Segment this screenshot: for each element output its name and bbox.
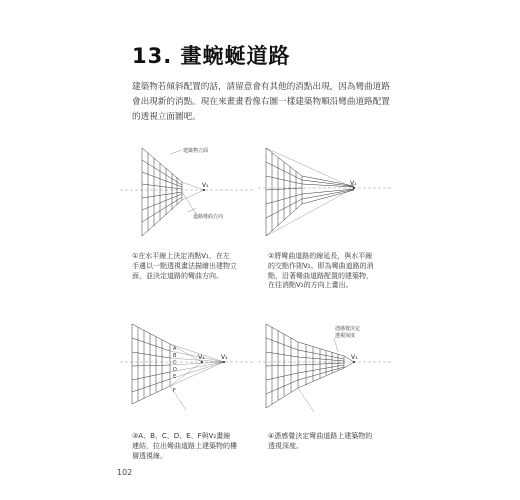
intro-paragraph: [132, 80, 427, 125]
point-f-label: F: [173, 388, 176, 394]
page-number: 102: [117, 468, 133, 477]
caption-line: ④憑感覺決定彎曲道路上建築物的: [268, 432, 373, 440]
depth-label-line1: 憑感覺決定: [335, 326, 361, 332]
figure-2-caption: [268, 252, 386, 291]
caption-line: 在往消點V₂的方向上畫出。: [268, 281, 353, 290]
building-elevation-label: 建築物立面: [183, 148, 209, 154]
intro-line: 建築物若傾斜配置的話，請留意會有其他的消點出現，因為彎曲道路: [132, 82, 390, 92]
figure-1-drawing: [120, 142, 255, 242]
figure-2: [258, 142, 393, 242]
figure-4: [258, 322, 393, 422]
point-c-label: C: [173, 360, 177, 366]
figure-2-drawing: [258, 142, 393, 242]
caption-line: 層透視線。: [132, 451, 167, 460]
caption-line: ②將彎曲道路的線延長，與水平線: [268, 252, 373, 260]
figure-3: [120, 322, 255, 422]
figure-3-caption: [132, 432, 250, 461]
caption-line: ③A、B、C、D、E、F與V₂畫線: [132, 432, 231, 440]
vanishing-point-v2-label: V₂: [350, 180, 357, 187]
point-b-label: B: [173, 353, 177, 359]
page-title: 13. 畫蜿蜒道路: [132, 44, 291, 68]
figure-1: [120, 142, 255, 242]
vanishing-point-v1-label: V₁: [351, 354, 358, 361]
figure-4-caption: [268, 432, 386, 452]
intro-line: 會出現新的消點。現在來畫畫看像右圖一樣建築物順沿彎曲道路配置: [132, 97, 390, 107]
vanishing-point-v2-label: V₂: [221, 354, 228, 361]
vanishing-point-v1-label: V₁: [198, 354, 205, 361]
vanishing-point-v1-label: V₁: [202, 182, 209, 189]
intro-line: 的透視立面圖吧。: [132, 112, 201, 122]
caption-line: ①在水平線上決定消點V₁，在左: [132, 252, 230, 260]
figure-3-drawing: [120, 322, 255, 422]
point-a-label: A: [173, 346, 177, 352]
caption-line: 透視深度。: [268, 441, 303, 450]
depth-label-line2: 透視深度: [335, 333, 356, 339]
caption-line: 面，並決定道路的彎曲方向。: [132, 271, 223, 280]
point-d-label: D: [173, 367, 177, 373]
caption-line: 連結，拉出彎曲道路上建築物的樓: [132, 441, 237, 450]
road-direction-label: 道路彎曲方向: [193, 214, 224, 220]
point-e-label: E: [173, 374, 177, 380]
caption-line: 的交點作則V₂。即為彎曲道路的消: [268, 261, 374, 270]
caption-line: 點，沿著彎曲道路配置的建築物，: [268, 271, 373, 280]
figure-1-caption: [132, 252, 250, 281]
figure-4-drawing: [258, 322, 393, 422]
caption-line: 手邊以一點透視畫法描繪出建物立: [132, 261, 237, 270]
